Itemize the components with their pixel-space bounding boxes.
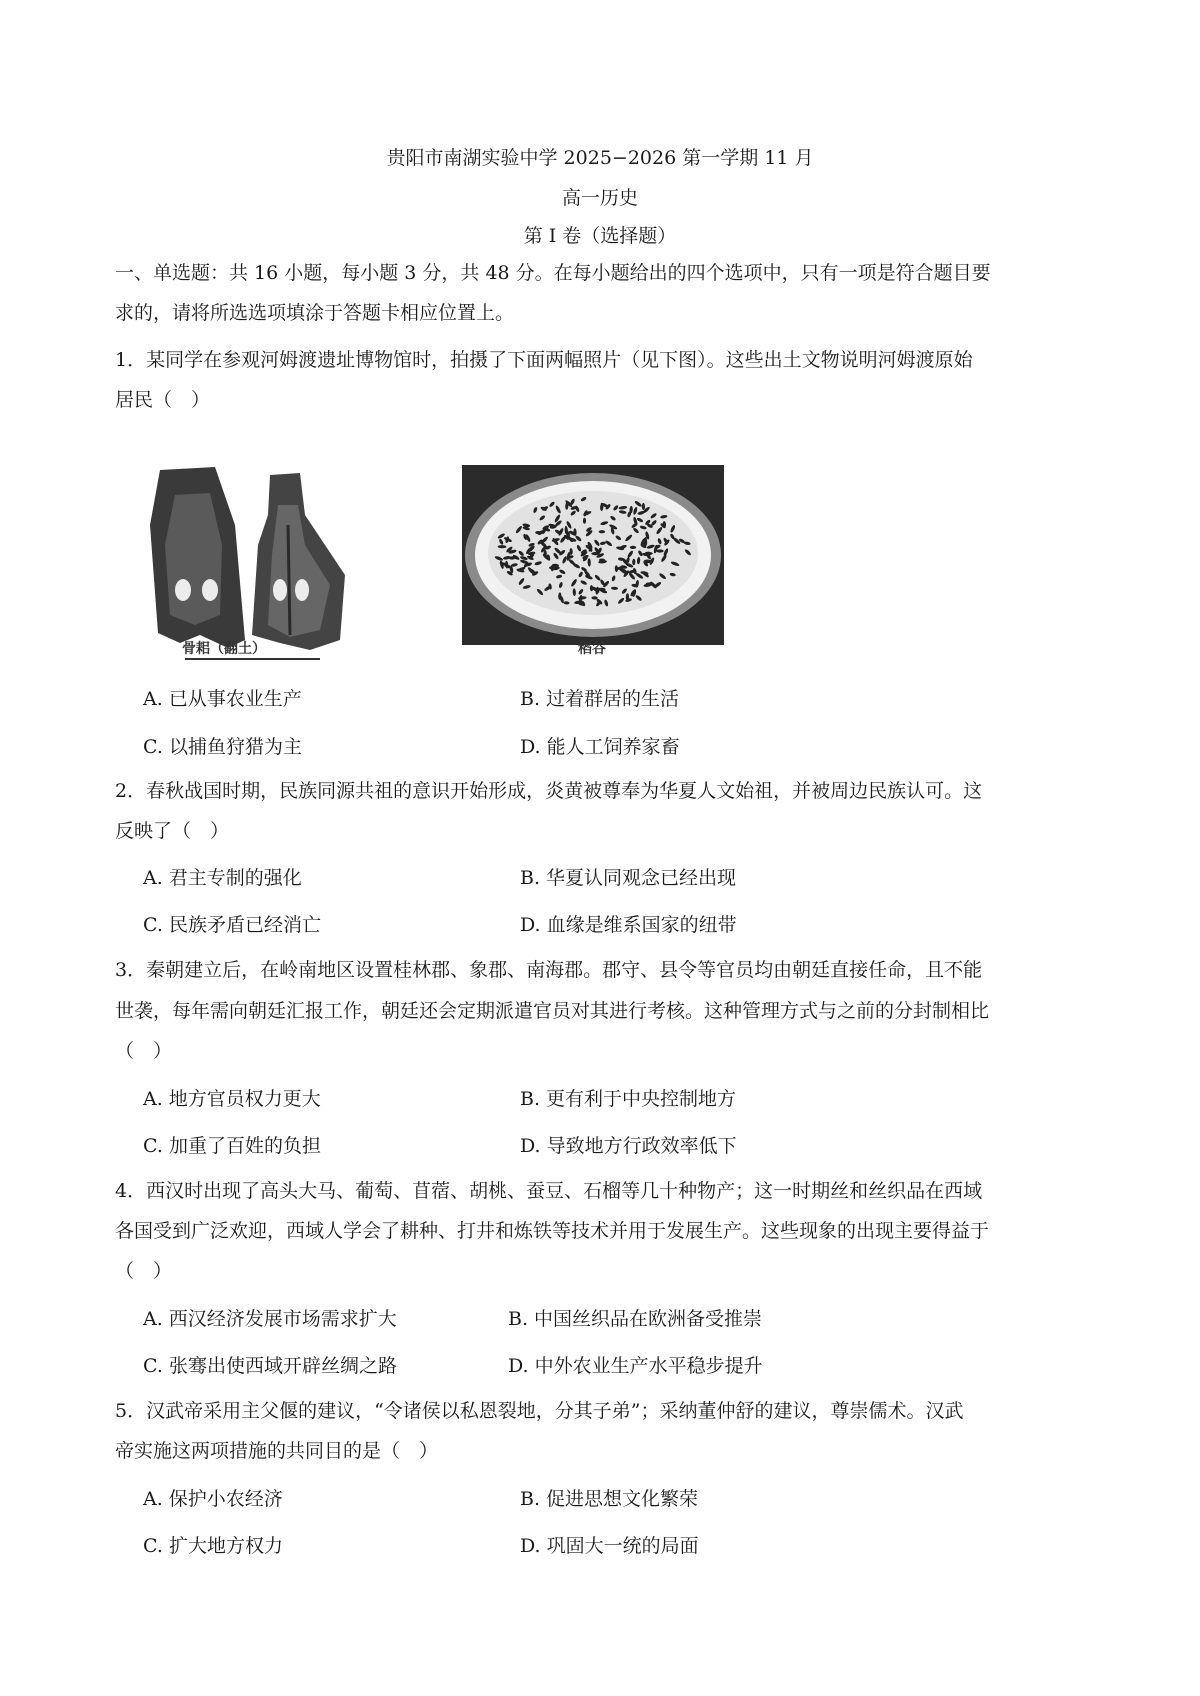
q4-stem-line3: （ ） (115, 1260, 173, 1282)
q2-option-c[interactable]: C. 民族矛盾已经消亡 (143, 914, 321, 936)
school-title: 贵阳市南湖实验中学 2025−2026 第一学期 11 月 (386, 147, 814, 169)
q3-option-a[interactable]: A. 地方官员权力更大 (143, 1088, 321, 1110)
q3-stem-line3: （ ） (115, 1040, 173, 1062)
q2-option-b[interactable]: B. 华夏认同观念已经出现 (520, 867, 737, 889)
section-instruction-line2: 求的，请将所选选项填涂于答题卡相应位置上。 (115, 302, 515, 324)
q5-option-c[interactable]: C. 扩大地方权力 (143, 1535, 283, 1557)
rice-grain-caption: 稻谷 (578, 641, 606, 657)
q2-option-d[interactable]: D. 血缘是维系国家的纽带 (520, 914, 737, 936)
q1-stem-line2: 居民（ ） (115, 389, 211, 411)
q1-stem-line1: 1．某同学在参观河姆渡遗址博物馆时，拍摄了下面两幅照片（见下图）。这些出土文物说明河姆渡原始 (115, 349, 973, 371)
q1-option-a[interactable]: A. 已从事农业生产 (143, 688, 302, 710)
q3-stem-line1: 3．秦朝建立后，在岭南地区设置桂林郡、象郡、南海郡。郡守、县令等官员均由朝廷直接任命，且不能 (115, 959, 983, 981)
subject-title: 高一历史 (561, 187, 638, 209)
q4-stem-line2: 各国受到广泛欢迎，西域人学会了耕种、打井和炼铁等技术并用于发展生产。这些现象的出现主要得益于 (115, 1220, 990, 1242)
q1-option-b[interactable]: B. 过着群居的生活 (520, 688, 680, 710)
volume-title: 第 I 卷（选择题） (523, 225, 677, 247)
q3-option-c[interactable]: C. 加重了百姓的负担 (143, 1135, 321, 1157)
q1-option-d[interactable]: D. 能人工饲养家畜 (520, 736, 680, 758)
bone-spade-caption: 骨耜（翻土） (182, 641, 266, 657)
q3-option-d[interactable]: D. 导致地方行政效率低下 (520, 1135, 737, 1157)
q1-option-c[interactable]: C. 以捕鱼狩猎为主 (143, 736, 302, 758)
q2-stem-line1: 2．春秋战国时期，民族同源共祖的意识开始形成，炎黄被尊奉为华夏人文始祖，并被周边民族认可。这 (115, 780, 983, 802)
q4-option-a[interactable]: A. 西汉经济发展市场需求扩大 (143, 1308, 397, 1330)
q5-stem-line2: 帝实施这两项措施的共同目的是（ ） (115, 1440, 439, 1462)
q4-stem-line1: 4．西汉时出现了高头大马、葡萄、苜蓿、胡桃、蚕豆、石榴等几十种物产；这一时期丝和丝织品在西域 (115, 1180, 983, 1202)
caption-underline (185, 658, 320, 660)
q5-option-d[interactable]: D. 巩固大一统的局面 (520, 1535, 699, 1557)
rice-grain-image (462, 465, 724, 645)
q2-option-a[interactable]: A. 君主专制的强化 (143, 867, 302, 889)
q3-stem-line2: 世袭，每年需向朝廷汇报工作，朝廷还会定期派遣官员对其进行考核。这种管理方式与之前的分封制相比 (115, 1000, 990, 1022)
section-instruction-line1: 一、单选题：共 16 小题，每小题 3 分，共 48 分。在每小题给出的四个选项中，只有一项是符合题目要 (115, 262, 991, 284)
q4-option-d[interactable]: D. 中外农业生产水平稳步提升 (508, 1355, 763, 1377)
q2-stem-line2: 反映了（ ） (115, 820, 230, 842)
q4-option-c[interactable]: C. 张骞出使西域开辟丝绸之路 (143, 1355, 397, 1377)
bone-spade-image (140, 465, 350, 660)
q5-option-a[interactable]: A. 保护小农经济 (143, 1488, 283, 1510)
q3-option-b[interactable]: B. 更有利于中央控制地方 (520, 1088, 737, 1110)
q5-option-b[interactable]: B. 促进思想文化繁荣 (520, 1488, 699, 1510)
q5-stem-line1: 5．汉武帝采用主父偃的建议，“令诸侯以私恩裂地，分其子弟”；采纳董仲舒的建议，尊崇儒术。汉武 (115, 1400, 964, 1422)
q4-option-b[interactable]: B. 中国丝织品在欧洲备受推崇 (508, 1308, 763, 1330)
